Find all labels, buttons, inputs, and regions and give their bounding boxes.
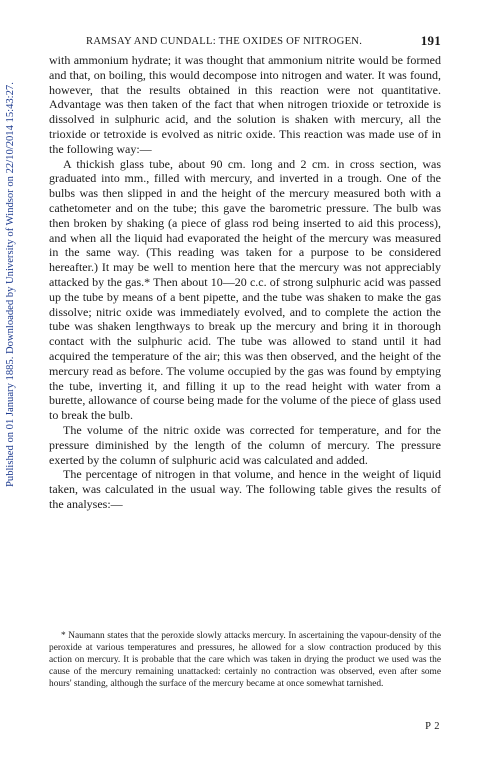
paragraph-continuation: with ammonium hydrate; it was thought that ammonium nitrite would be formed and that, on boiling, this would decompose into nitrogen and water. It was found, however, that the results obtained in this reaction were not quantitative. Advantage was then taken of the fact that when nitrogen trioxide or tetroxide is dissolved in sulphuric acid, and the solution is shaken with mercury, all the trioxide or tetroxide is evolved as nitric oxide. This reaction was made use of in the following way:— [49,53,441,156]
article-body [49,53,441,512]
footnote-section [49,630,441,690]
download-watermark[interactable]: Published on 01 January 1885. Downloaded by University of Windsor on 22/10/2014 15:43:27. [5,82,16,488]
signature-mark: P 2 [425,721,440,732]
paragraph-percentage: The percentage of nitrogen in that volume, and hence in the weight of liquid taken, was calculated in the usual way. The following table gives the results of the analyses:— [49,467,441,511]
running-header [86,34,441,50]
footnote: * Naumann states that the peroxide slowly attacks mercury. In ascertaining the vapour-density of the peroxide at various temperatures and pressures, he allowed for a slow contraction produced by this action on mercury. It is probable that the care which was taken in drying the product we used was the cause of the mercury remaining unattacked: certainly no contraction was observed, even after some hours' standing, although the surface of the mercury became at once somewhat tarnished. [49,631,441,689]
paragraph-correction: The volume of the nitric oxide was corrected for temperature, and for the pressure diminished by the length of the column of mercury. The pressure exerted by the column of sulphuric acid was calculated and added. [49,422,441,467]
running-title: RAMSAY AND CUNDALL: THE OXIDES OF NITROGEN. [86,36,363,47]
page-number: 191 [420,33,441,48]
paragraph-method: A thickish glass tube, about 90 cm. long and 2 cm. in cross section, was graduated into mm., filled with mercury, and inverted in a trough. One of the bulbs was then slipped in and the height of the mercury measured both with a cathetometer and on the tube; this gave the barometric pressure. The bulb was then broken by shaking (a piece of glass rod being inserted to aid this process), and when all the liquid had evaporated the height of the mercury was measured in the same way. (This reading was taken for a purpose to be considered hereafter.) It may be well to mention here that the mercury was not appreciably attacked by the gas.* Then about 10—20 c.c. of strong sulphuric acid was passed up the tube by means of a bent pipette, and the tube was shaken to make the gas dissolve; nitric oxide was immediately evolved, and to complete the action the tube was shaken lengthways to break up the mercury and bring it in thorough contact with the sulphuric acid. The tube was allowed to stand until it had acquired the temperature of the air; this was then observed, and the height of the mercury read as before. The volume occupied by the gas was found by emptying the tube, inverting it, and filling it up to the read height with water from a burette, allowance of course being made for the volume of the piece of glass used to break the bulb. [49,156,441,423]
